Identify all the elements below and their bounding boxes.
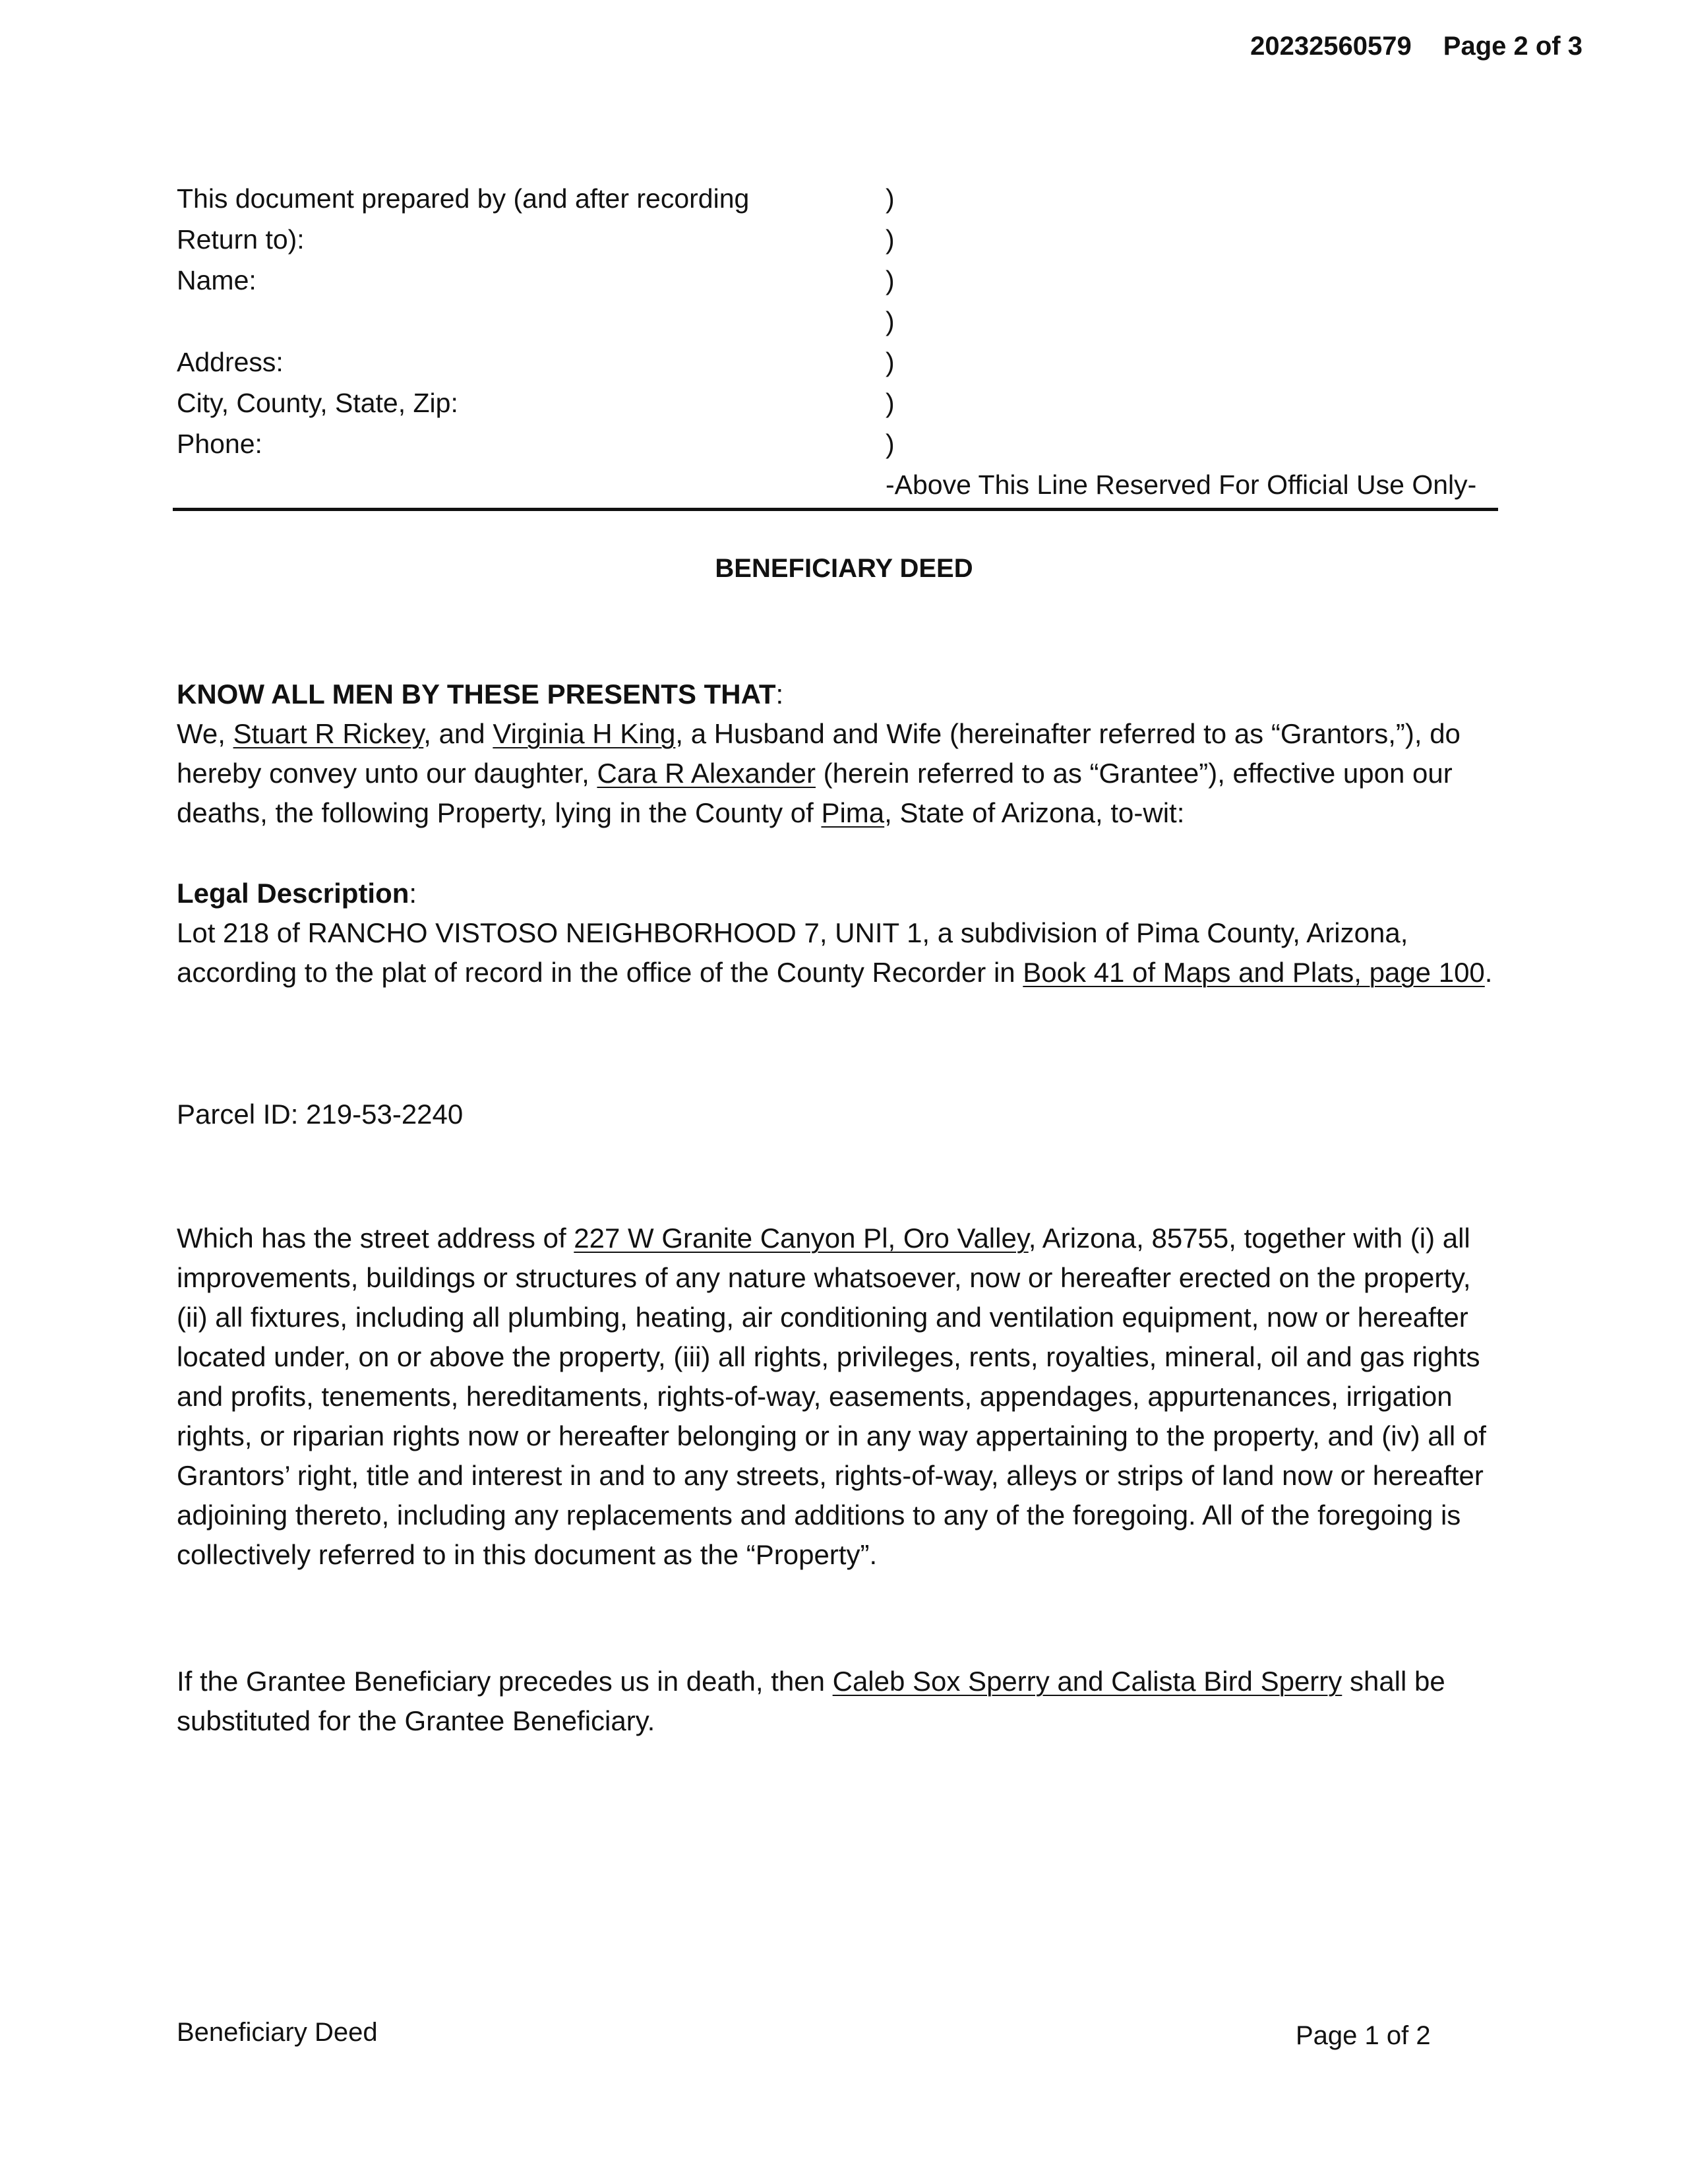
city-county-state-zip-label: City, County, State, Zip: [177, 388, 458, 418]
prepared-row [177, 260, 1482, 301]
plat-book-reference: Book 41 of Maps and Plats, page 100 [1023, 957, 1485, 988]
prepared-label: This document prepared by (and after recording [177, 183, 750, 214]
intro-heading-colon: : [775, 679, 784, 710]
prepared-row [177, 423, 1482, 464]
substitute-text: shall be substituted for the Grantee Beneficiary. [177, 1666, 1445, 1736]
legal-heading-colon: : [409, 878, 417, 909]
intro-text: , State of Arizona, to-wit: [884, 797, 1185, 828]
intro-text: , and [423, 718, 493, 749]
bracket: ) [886, 388, 895, 418]
bracket: ) [886, 183, 895, 214]
intro-text: We, [177, 718, 233, 749]
substitute-paragraph [177, 1662, 1509, 1741]
substitute-beneficiaries: Caleb Sox Sperry and Calista Bird Sperry [832, 1666, 1342, 1697]
name-label: Name: [177, 265, 256, 295]
recording-page-indicator: Page 2 of 3 [1443, 32, 1582, 61]
property-paragraph [177, 1219, 1509, 1575]
substitute-text: If the Grantee Beneficiary precedes us in death, then [177, 1666, 833, 1697]
legal-description [177, 874, 1509, 992]
legal-text: Lot 218 of RANCHO VISTOSO NEIGHBORHOOD 7, UNIT 1, a subdivision of Pima County, Arizona, according to the plat of record in the office of the County Recorder in [177, 917, 1408, 988]
property-text: , Arizona, 85755, together with (i) all improvements, buildings or structures of any nature whatsoever, now or hereafter erected on the property, (ii) all fixtures, including all plumbing, heating, air conditioning and ventilation equipment, now or hereafter located under, on or above the property, (iii) all rights, privileges, rents, royalties, mineral, oil and gas rights and profits, tenements, hereditaments, rights-of-way, easements, appendages, appurtenances, irrigation rights, or riparian rights now or hereafter belonging or in any way appertaining to the property, and (iv) all of Grantors’ right, title and interest in and to any streets, rights-of-way, alleys or strips of land now or hereafter adjoining thereto, including any replacements and additions to any of the foregoing. All of the foregoing is collectively referred to in this document as the “Property”. [177, 1223, 1486, 1570]
address-label: Address: [177, 347, 284, 377]
official-use-divider [173, 508, 1498, 511]
bracket: ) [886, 347, 895, 377]
parcel-id: Parcel ID: 219-53-2240 [177, 1099, 464, 1130]
prepared-row [177, 464, 1482, 505]
bracket: ) [886, 306, 895, 336]
county-name: Pima [821, 797, 885, 828]
grantor-name: Virginia H King [493, 718, 676, 749]
intro-text: , a Husband and Wife (hereinafter referred to as “Grantors,”), do hereby convey unto our daughter, [177, 718, 1461, 789]
bracket: ) [886, 224, 895, 255]
phone-label: Phone: [177, 429, 262, 459]
footer-page-number: Page 1 of 2 [1296, 2021, 1431, 2050]
intro-heading: KNOW ALL MEN BY THESE PRESENTS THAT [177, 679, 776, 710]
prepared-row [177, 178, 1482, 219]
return-to-label: Return to): [177, 224, 305, 255]
bracket: ) [886, 429, 895, 459]
prepared-by-block [177, 178, 1482, 505]
intro-text: (herein referred to as “Grantee”), effective upon our deaths, the following Property, lying in the County of [177, 758, 1453, 828]
prepared-row [177, 382, 1482, 423]
prepared-row [177, 301, 1482, 342]
legal-heading: Legal Description [177, 878, 409, 909]
grantor-name: Stuart R Rickey [233, 718, 424, 749]
document-title: BENEFICIARY DEED [715, 554, 973, 583]
footer-doc-name: Beneficiary Deed [177, 2018, 378, 2047]
intro-paragraph [177, 675, 1509, 833]
recording-number: 20232560579 [1250, 32, 1412, 61]
prepared-row [177, 342, 1482, 382]
legal-text: . [1484, 957, 1493, 988]
property-text: Which has the street address of [177, 1223, 574, 1254]
street-address: 227 W Granite Canyon Pl, Oro Valley [574, 1223, 1029, 1254]
prepared-row [177, 219, 1482, 260]
bracket: ) [886, 265, 895, 295]
recording-header [1250, 32, 1582, 61]
grantee-name: Cara R Alexander [597, 758, 816, 789]
reserved-note: -Above This Line Reserved For Official Use Only- [886, 470, 1477, 500]
